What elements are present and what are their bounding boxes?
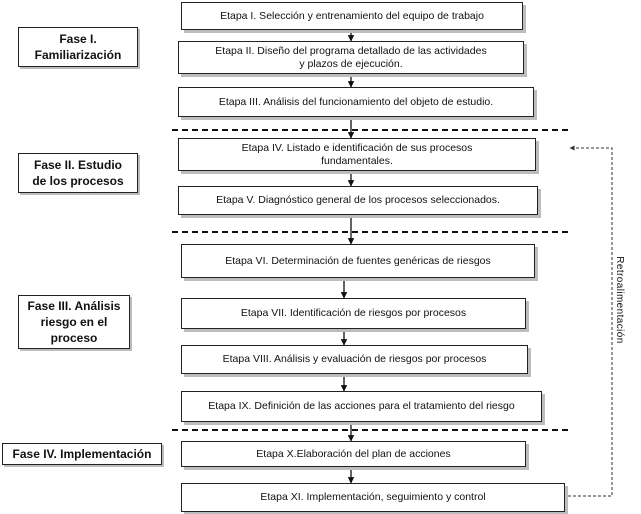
feedback-label: Retroalimentación	[614, 256, 625, 344]
phase-implementacion	[2, 443, 162, 465]
phase-separator	[172, 129, 568, 131]
step-label: Etapa IX. Definición de las acciones para el tratamiento del riesgo	[208, 400, 515, 412]
step-label: Etapa XI. Implementación, seguimiento y control	[260, 491, 486, 503]
step-label: Etapa I. Selección y entrenamiento del equipo de trabajo	[220, 9, 484, 22]
feedback-loop-arrow	[568, 148, 612, 496]
step-label: Etapa VI. Determinación de fuentes genéricas de riesgos	[225, 254, 491, 267]
step-label: Etapa V. Diagnóstico general de los procesos seleccionados.	[216, 194, 500, 206]
step-etapa-6	[181, 244, 535, 278]
step-etapa-5	[178, 186, 538, 215]
phase-familiarizacion	[18, 27, 138, 67]
step-etapa-4	[178, 138, 536, 171]
step-etapa-9	[181, 391, 542, 422]
step-label: Etapa IV. Listado e identificación de sus procesos fundamentales.	[241, 141, 473, 167]
step-label: Etapa X.Elaboración del plan de acciones	[256, 447, 451, 460]
step-etapa-3	[178, 87, 534, 117]
phase-separator	[172, 429, 568, 431]
step-etapa-7	[181, 298, 526, 329]
step-etapa-2	[178, 41, 524, 74]
step-etapa-10	[181, 441, 526, 467]
step-label: Etapa II. Diseño del programa detallado de las actividades y plazos de ejecución.	[215, 44, 487, 70]
phase-label: Fase III. Análisis riesgo en el proceso	[27, 299, 121, 345]
step-etapa-1	[181, 2, 523, 30]
step-label: Etapa VII. Identificación de riesgos por procesos	[240, 307, 467, 319]
phase-label: Fase II. Estudio de los procesos	[32, 158, 124, 188]
phase-estudio-procesos	[18, 153, 138, 193]
phase-analisis-riesgo	[18, 295, 130, 349]
phase-label: Fase I. Familiarización	[34, 32, 122, 62]
phase-separator	[172, 231, 568, 233]
step-etapa-11	[181, 483, 565, 512]
step-etapa-8	[181, 345, 528, 374]
step-label: Etapa III. Análisis del funcionamiento del objeto de estudio.	[218, 95, 494, 108]
step-label: Etapa VIII. Análisis y evaluación de riesgos por procesos	[222, 353, 487, 365]
phase-label: Fase IV. Implementación	[12, 447, 152, 461]
